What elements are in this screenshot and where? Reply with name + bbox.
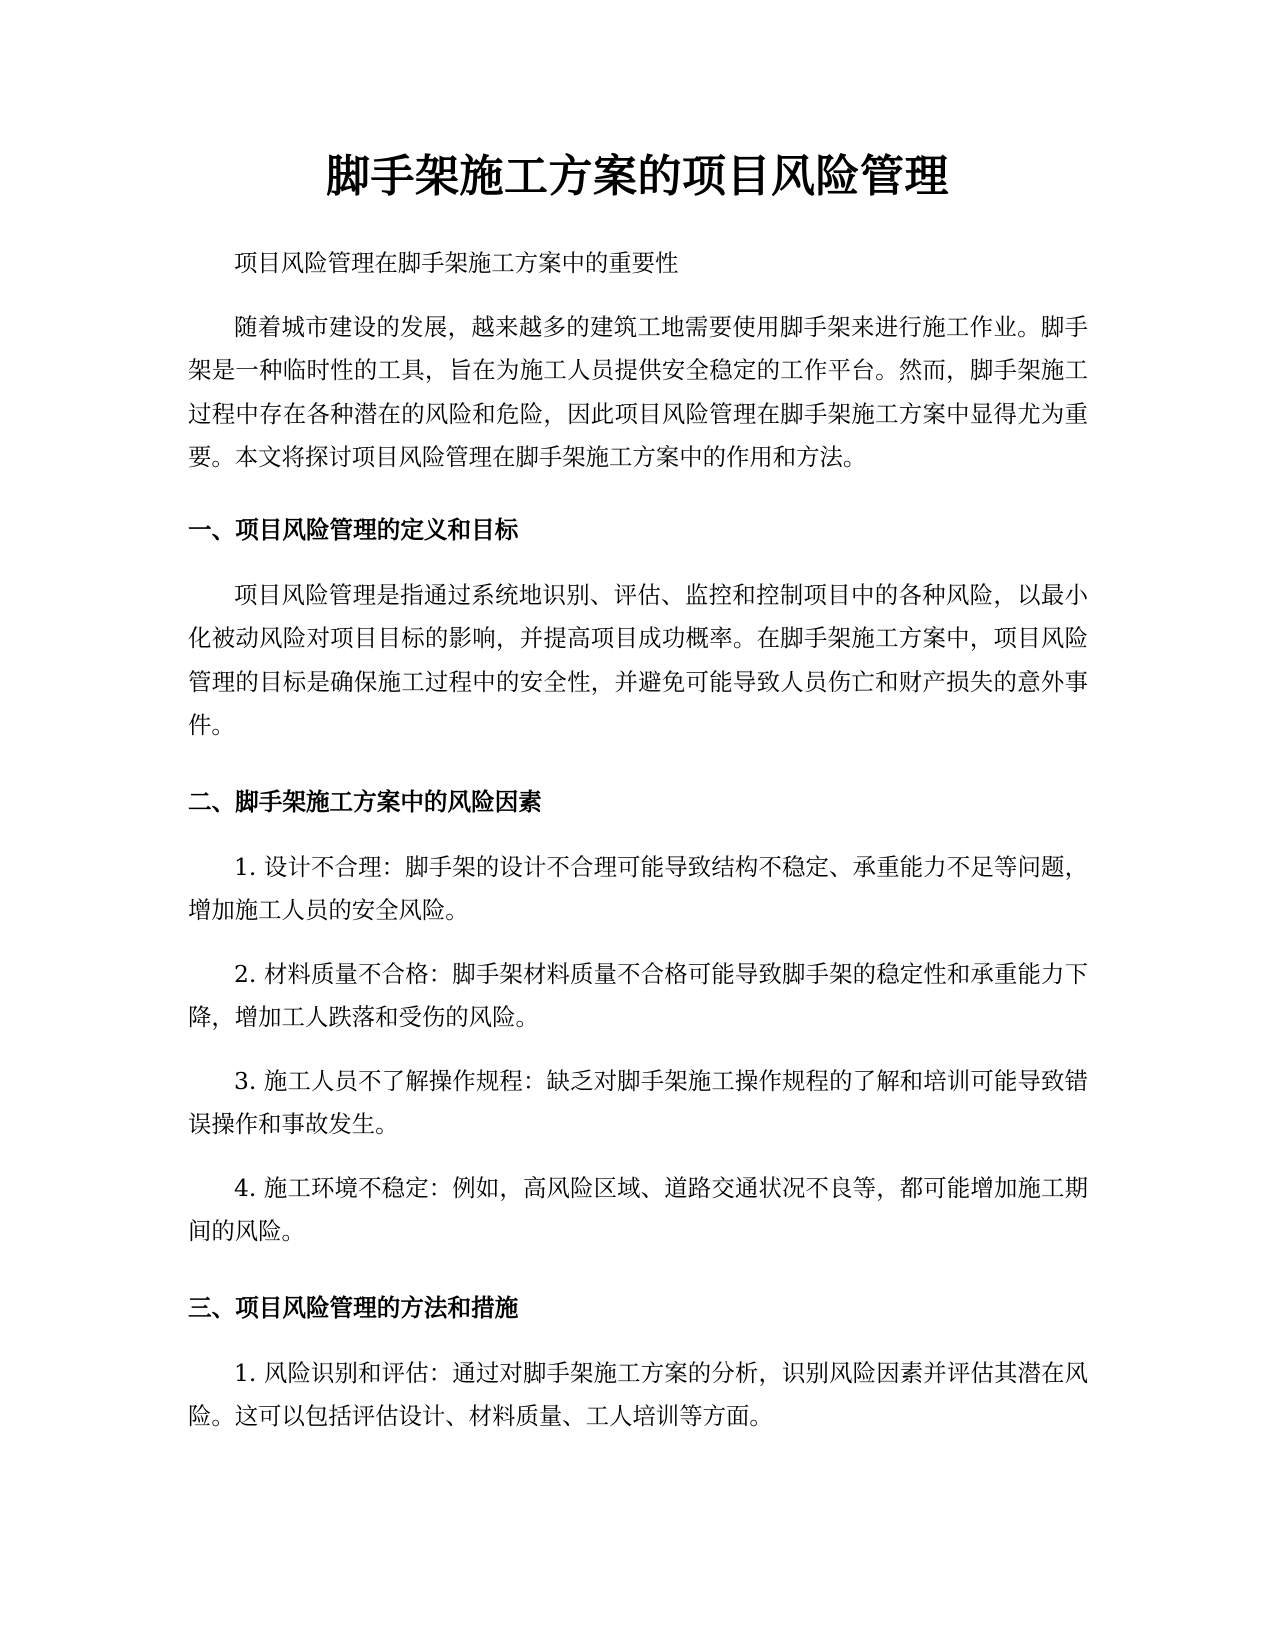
risk-factor-item: 3. 施工人员不了解操作规程：缺乏对脚手架施工操作规程的了解和培训可能导致错误操作和事故发生。 (188, 1066, 1088, 1138)
risk-factor-item: 4. 施工环境不稳定：例如，高风险区域、道路交通状况不良等，都可能增加施工期间的风险。 (188, 1173, 1088, 1245)
risk-factor-item: 2. 材料质量不合格：脚手架材料质量不合格可能导致脚手架的稳定性和承重能力下降，增加工人跌落和受伤的风险。 (188, 959, 1088, 1031)
section-heading-methods: 三、项目风险管理的方法和措施 (188, 1293, 519, 1322)
section-paragraph: 项目风险管理是指通过系统地识别、评估、监控和控制项目中的各种风险，以最小化被动风险对项目目标的影响，并提高项目成功概率。在脚手架施工方案中，项目风险管理的目标是确保施工过程中的安全性，并避免可能导致人员伤亡和财产损失的意外事件。 (188, 580, 1088, 739)
intro-heading-paragraph: 项目风险管理在脚手架施工方案中的重要性 (234, 249, 679, 277)
intro-paragraph: 随着城市建设的发展，越来越多的建筑工地需要使用脚手架来进行施工作业。脚手架是一种临时性的工具，旨在为施工人员提供安全稳定的工作平台。然而，脚手架施工过程中存在各种潜在的风险和危险，因此项目风险管理在脚手架施工方案中显得尤为重要。本文将探讨项目风险管理在脚手架施工方案中的作用和方法。 (188, 312, 1088, 471)
document-body (188, 242, 1088, 1459)
method-item: 1. 风险识别和评估：通过对脚手架施工方案的分析，识别风险因素并评估其潜在风险。这可以包括评估设计、材料质量、工人培训等方面。 (188, 1358, 1088, 1430)
section-heading-definition: 一、项目风险管理的定义和目标 (188, 515, 519, 544)
section-heading-risk-factors: 二、脚手架施工方案中的风险因素 (188, 787, 542, 816)
document-title: 脚手架施工方案的项目风险管理 (326, 151, 949, 202)
risk-factor-item: 1. 设计不合理：脚手架的设计不合理可能导致结构不稳定、承重能力不足等问题，增加施工人员的安全风险。 (188, 852, 1088, 924)
